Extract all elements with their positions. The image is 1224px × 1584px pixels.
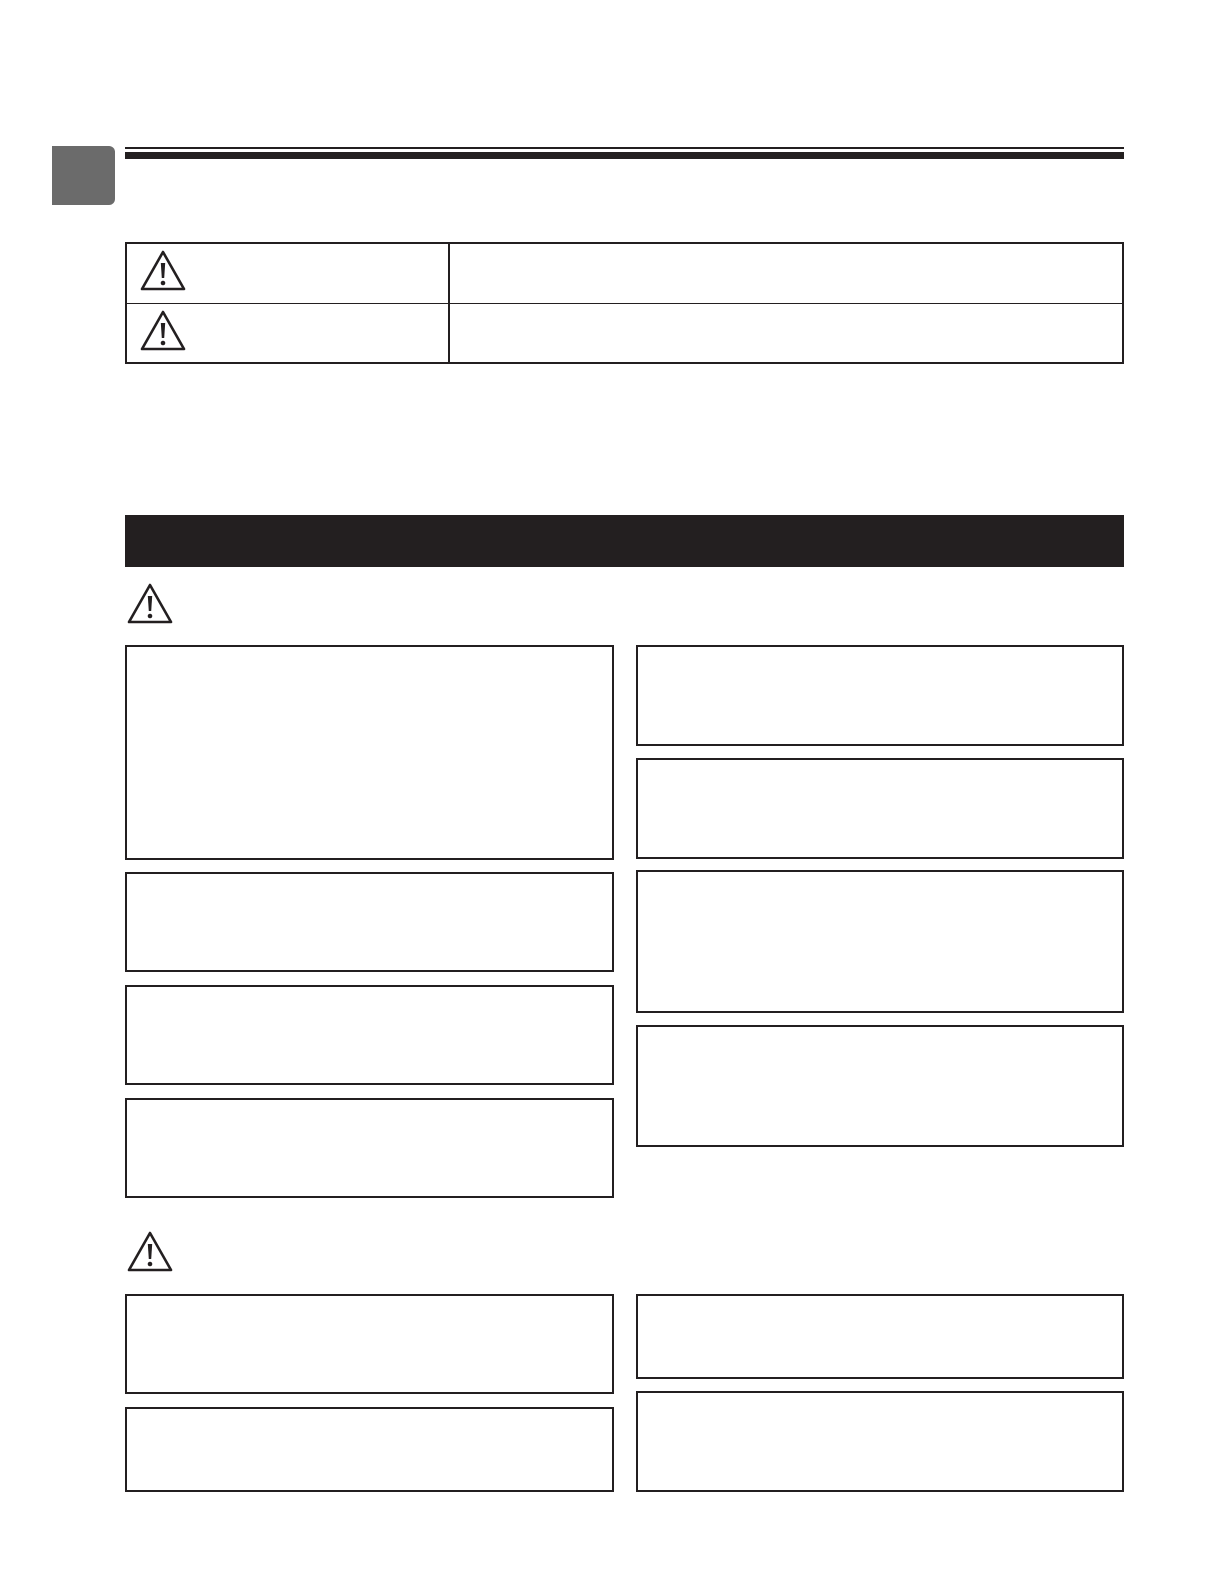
- caution-item-box: [125, 1407, 614, 1492]
- warning-item-box: [125, 645, 614, 860]
- legend-row: [127, 304, 1122, 363]
- warning-triangle-icon: [139, 309, 187, 353]
- caution-item-box: [636, 1391, 1124, 1492]
- warning-item-box: [125, 985, 614, 1085]
- warning-triangle-icon: [126, 582, 174, 626]
- warning-item-box: [125, 872, 614, 972]
- caution-item-box: [125, 1294, 614, 1394]
- header-rule-thick: [125, 152, 1124, 159]
- warning-item-box: [636, 758, 1124, 859]
- warning-item-box: [636, 1025, 1124, 1147]
- warning-item-box: [636, 870, 1124, 1013]
- warning-item-box: [636, 645, 1124, 746]
- warning-triangle-icon: [126, 1230, 174, 1274]
- caution-item-box: [636, 1294, 1124, 1379]
- warning-triangle-icon: [139, 249, 187, 293]
- warning-item-box: [125, 1098, 614, 1198]
- section-header-bar: [125, 515, 1124, 567]
- legend-row: [127, 244, 1122, 304]
- chapter-tab: [52, 146, 115, 205]
- header-rule-thin: [125, 147, 1124, 149]
- legend-table: [125, 242, 1124, 364]
- legend-column-divider: [448, 244, 450, 362]
